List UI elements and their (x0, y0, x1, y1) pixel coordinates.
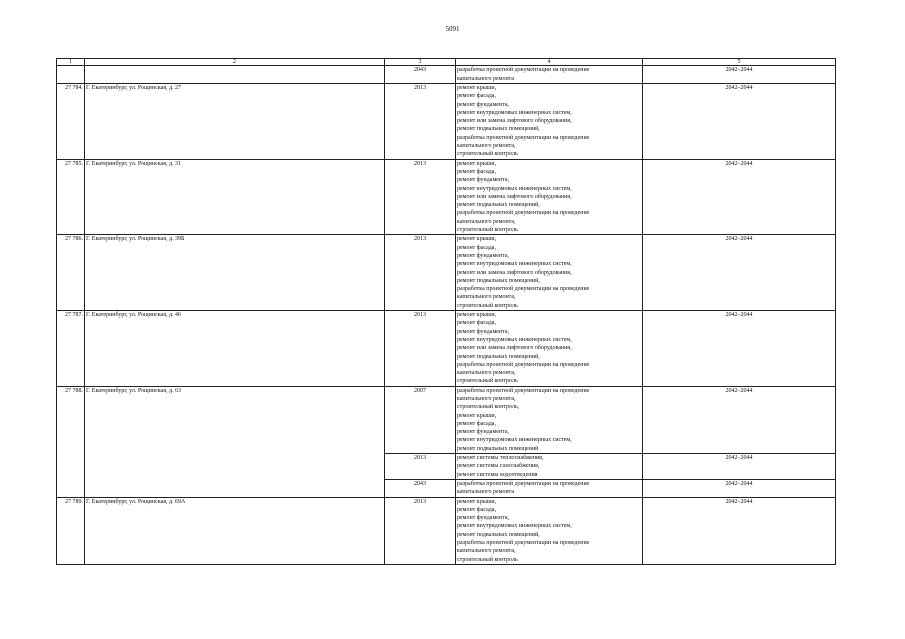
period-cell: 2042–2044 (643, 159, 836, 235)
work-item: ремонт подвальных помещений, (457, 126, 540, 133)
works-cell (456, 497, 643, 564)
table-row (57, 497, 836, 564)
work-item: строительный контроль (457, 378, 518, 385)
work-item: строительный контроль (457, 302, 518, 309)
column-number: 5 (643, 59, 836, 66)
row-number: 27 784. (57, 84, 85, 160)
works-cell (456, 235, 643, 311)
work-item: ремонт фасада, (457, 244, 496, 251)
address-cell: Г. Екатеринбург, ул. Рощинская, д. 63 (85, 386, 385, 497)
work-item: капитального ремонта, (457, 395, 516, 402)
work-item: капитального ремонта, (457, 143, 516, 150)
column-number: 3 (385, 59, 456, 66)
work-item: ремонт фасада, (457, 506, 496, 513)
row-number: 27 789. (57, 497, 85, 564)
column-number: 1 (57, 59, 85, 66)
work-item: строительный контроль (457, 227, 518, 234)
work-item: ремонт подвальных помещений (457, 445, 539, 452)
work-item: разработка проектной документации на проведение (457, 67, 590, 74)
work-item: ремонт внутридомовых инженерных систем, (457, 109, 572, 116)
address-cell (85, 66, 385, 84)
work-item: ремонт фундамента, (457, 328, 509, 335)
year-cell: 2013 (385, 311, 456, 387)
work-item: разработка проектной документации на проведение (457, 540, 590, 547)
address-cell: Г. Екатеринбург, ул. Рощинская, д. 27 (85, 84, 385, 160)
works-cell (456, 454, 643, 480)
work-item: разработка проектной документации на проведение (457, 134, 590, 141)
work-item: ремонт системы водоотведения (457, 471, 538, 478)
year-cell: 2013 (385, 454, 456, 480)
period-cell: 2042–2044 (643, 235, 836, 311)
work-item: ремонт фундамента, (457, 101, 509, 108)
period-cell: 2042–2044 (643, 479, 836, 497)
row-number: 27 787. (57, 311, 85, 387)
work-item: ремонт или замена лифтового оборудования, (457, 193, 572, 200)
work-item: разработка проектной документации на проведение (457, 387, 590, 394)
work-item: ремонт внутридомовых инженерных систем, (457, 523, 572, 530)
period-cell: 2042–2044 (643, 386, 836, 453)
work-item: капитального ремонта, (457, 218, 516, 225)
work-item: ремонт крыши, (457, 85, 497, 91)
work-item: ремонт или замена лифтового оборудования, (457, 269, 572, 276)
work-item: ремонт системы газоснабжения, (457, 463, 540, 470)
works-cell (456, 159, 643, 235)
work-item: ремонт внутридомовых инженерных систем, (457, 261, 572, 268)
work-item: ремонт подвальных помещений, (457, 531, 540, 538)
page-number: 5091 (445, 25, 460, 33)
work-item: строительный контроль (457, 151, 518, 158)
work-item: ремонт или замена лифтового оборудования, (457, 118, 572, 125)
work-item: разработка проектной документации на проведение (457, 210, 590, 217)
table-row (57, 66, 836, 84)
period-cell: 2042–2044 (643, 311, 836, 387)
work-item: капитального ремонта, (457, 548, 516, 555)
work-item: ремонт фундамента, (457, 177, 509, 184)
year-cell: 2007 (385, 386, 456, 453)
work-item: капитального ремонта, (457, 294, 516, 301)
table-row (57, 386, 836, 453)
work-item: ремонт системы теплоснабжения, (457, 455, 544, 462)
work-item: разработка проектной документации на проведение (457, 361, 590, 368)
work-item: ремонт подвальных помещений, (457, 277, 540, 284)
work-item: капитального ремонта, (457, 370, 516, 377)
work-item: ремонт подвальных помещений, (457, 353, 540, 360)
work-item: строительный контроль (457, 556, 518, 563)
work-item: ремонт внутридомовых инженерных систем, (457, 185, 572, 192)
address-cell: Г. Екатеринбург, ул. Рощинская, д. 31 (85, 159, 385, 235)
table-row (57, 159, 836, 235)
work-item: ремонт фасада, (457, 320, 496, 327)
work-item: ремонт фасада, (457, 168, 496, 175)
work-item: ремонт фундамента, (457, 429, 509, 436)
period-cell: 2042–2044 (643, 66, 836, 84)
year-cell: 2013 (385, 235, 456, 311)
work-item: капитального ремонта (457, 75, 515, 82)
work-item: ремонт фундамента, (457, 515, 509, 522)
works-cell (456, 84, 643, 160)
row-number: 27 785. (57, 159, 85, 235)
work-item: ремонт внутридомовых инженерных систем, (457, 437, 572, 444)
period-cell: 2042–2044 (643, 497, 836, 564)
table-row (57, 84, 836, 160)
table-body (57, 66, 836, 565)
work-item: ремонт крыши, (457, 498, 497, 505)
works-cell (456, 479, 643, 497)
work-item: ремонт или замена лифтового оборудования, (457, 345, 572, 352)
work-item: ремонт фасада, (457, 420, 496, 427)
work-item: ремонт фасада, (457, 93, 496, 100)
address-cell: Г. Екатеринбург, ул. Рощинская, д. 69А (85, 497, 385, 564)
work-item: ремонт подвальных помещений, (457, 202, 540, 209)
period-cell: 2042–2044 (643, 84, 836, 160)
work-item: ремонт фундамента, (457, 252, 509, 259)
table-row (57, 311, 836, 387)
work-item: разработка проектной документации на проведение (457, 286, 590, 293)
year-cell: 2043 (385, 479, 456, 497)
work-item: ремонт крыши, (457, 236, 497, 243)
row-number (57, 66, 85, 84)
year-cell: 2013 (385, 84, 456, 160)
works-cell (456, 66, 643, 84)
work-item: строительный контроль, (457, 404, 520, 411)
work-item: ремонт крыши, (457, 312, 497, 319)
works-cell (456, 386, 643, 453)
period-cell: 2042–2044 (643, 454, 836, 480)
work-item: капитального ремонта (457, 489, 515, 496)
year-cell: 2013 (385, 159, 456, 235)
row-number: 27 786. (57, 235, 85, 311)
work-item: разработка проектной документации на проведение (457, 480, 590, 487)
column-number: 4 (456, 59, 643, 66)
address-cell: Г. Екатеринбург, ул. Рощинская, д. 39Б (85, 235, 385, 311)
column-number-row (57, 59, 836, 66)
table-row (57, 235, 836, 311)
work-item: ремонт крыши, (457, 412, 497, 419)
year-cell: 2043 (385, 66, 456, 84)
year-cell: 2013 (385, 497, 456, 564)
works-cell (456, 311, 643, 387)
work-item: ремонт крыши, (457, 160, 497, 167)
column-number: 2 (85, 59, 385, 66)
work-item: ремонт внутридомовых инженерных систем, (457, 336, 572, 343)
row-number: 27 788. (57, 386, 85, 497)
address-cell: Г. Екатеринбург, ул. Рощинская, д. 46 (85, 311, 385, 387)
repair-schedule-table (56, 58, 836, 565)
